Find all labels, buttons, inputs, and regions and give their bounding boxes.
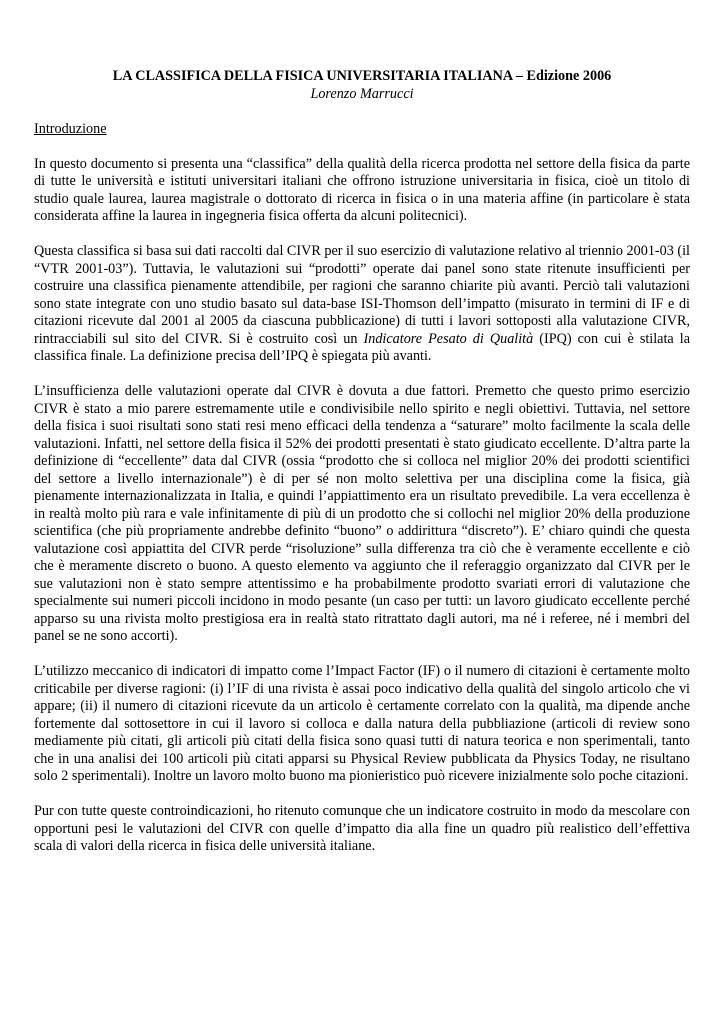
document-page: [34, 68, 690, 856]
paragraph-insufficiency: L’insufficienza delle valutazioni operate dal CIVR è dovuta a due fattori. Premetto che questo primo esercizio CIVR è stato a mio parere estremamente utile e condivisibile nello spirito e negli obiettivi. Tuttavia, nel settore della fisica i suoi risultati sono stati resi meno efficaci della tendenza a “saturare” molto facilmente la scala delle valutazioni. Infatti, nel settore della fisica il 52% dei prodotti presentati è stato giudicato eccellente. D’altra parte la definizione di “eccellente” data dal CIVR (ossia “prodotto che si colloca nel miglior 20% dei prodotti scientifici del settore a livello internazionale”) è di per sé non molto selettiva per una disciplina come la fisica, già pienamente internazionalizzata in Italia, e quindi l’appiattimento era un risultato prevedibile. La vera eccellenza è in realtà molto più rara e vale infinitamente di più di un prodotto che si collochi nel miglior 20% della produzione scientifica (che più propriamente andrebbe definito “buono” o addirittura “discreto”). E’ chiaro quindi che questa valutazione così appiattita del CIVR perde “risoluzione” sulla differenza tra ciò che è veramente eccellente e ciò che è meramente discreto o buono. A questo elemento va aggiunto che il referaggio organizzato dal CIVR per le sue valutazioni non è stato sempre attentissimo e ha probabilmente prodotto svariati errori di valutazione che specialmente sui numeri piccoli incidono in modo pesante (un caso per tutti: un lavoro giudicato eccellente perché apparso su una rivista molto prestigiosa era in realtà stato ritrattato dagli autori, ma né i referee, né i membri del panel se ne sono accorti).: [34, 383, 690, 644]
paragraph-civr-data-text-2: (IPQ) con cui è stilata la classifica finale. La definizione precisa dell’IPQ è spiegata più avanti.: [34, 330, 690, 364]
paragraph-civr-data-text-1: Questa classifica si basa sui dati raccolti dal CIVR per il suo esercizio di valutazione relativo al triennio 2001-03 (il “VTR 2001-03”). Tuttavia, le valutazioni sui “prodotti” operate dai panel sono state ritenute insufficienti per costruire una classifica pienamente attendibile, per ragioni che saranno chiarite più avanti. Perciò tali valutazioni sono state integrate con uno studio basato sul data-base ISI-Thomson dell’impatto (misurato in termini di IF e di citazioni ricevute dal 2001 al 2005 da ciascuna pubblicazione) di tutti i lavori sottoposti alla valutazione CIVR, rintracciabili sul sito del CIVR. Si è costruito così un: [34, 243, 690, 347]
paragraph-impact-indicators: L’utilizzo meccanico di indicatori di impatto come l’Impact Factor (IF) o il numero di citazioni è certamente molto criticabile per diverse ragioni: (i) l’IF di una rivista è assai poco indicativo della qualità del singolo articolo che vi appare; (ii) il numero di citazioni ricevute da un articolo è certamente correlato con la qualità, ma dipende anche fortemente dal sottosettore in cui il lavoro si colloca e dalla natura della pubbliazione (articoli di review sono mediamente più citati, gli articoli più citati della fisica sono quasi tutti di natura teorica e non sperimentali, tanto che in una analisi dei 100 articoli più citati apparsi su Physical Review pubblicata da Physics Today, ne risultano solo 2 sperimentali). Inoltre un lavoro molto buono ma pionieristico può ricevere inizialmente solo poche citazioni.: [34, 663, 690, 784]
paragraph-intro: In questo documento si presenta una “classifica” della qualità della ricerca prodotta nel settore della fisica da parte di tutte le università e istituti universitari italiani che offrono istruzione universitaria in fisica, cioè un titolo di studio quale laurea, laurea magistrale o dottorato di ricerca in fisica o in una materia affine (in particolare è stata considerata affine la laurea in ingegneria fisica offerta da alcuni politecnici).: [34, 155, 690, 224]
paragraph-conclusion: Pur con tutte queste controindicazioni, ho ritenuto comunque che un indicatore costruito in modo da mescolare con opportuni pesi le valutazioni del CIVR con quelle d’impatto dia alla fine un quadro più realistico dell’effettiva scala di valori della ricerca in fisica delle università italiane.: [34, 803, 690, 854]
ipq-term: Indicatore Pesato di Qualità: [363, 330, 534, 347]
paragraph-civr-data: [34, 243, 690, 366]
section-heading: Introduzione: [34, 120, 107, 137]
document-title: LA CLASSIFICA DELLA FISICA UNIVERSITARIA ITALIANA – Edizione 2006: [112, 68, 612, 84]
document-author: Lorenzo Marrucci: [310, 85, 414, 102]
